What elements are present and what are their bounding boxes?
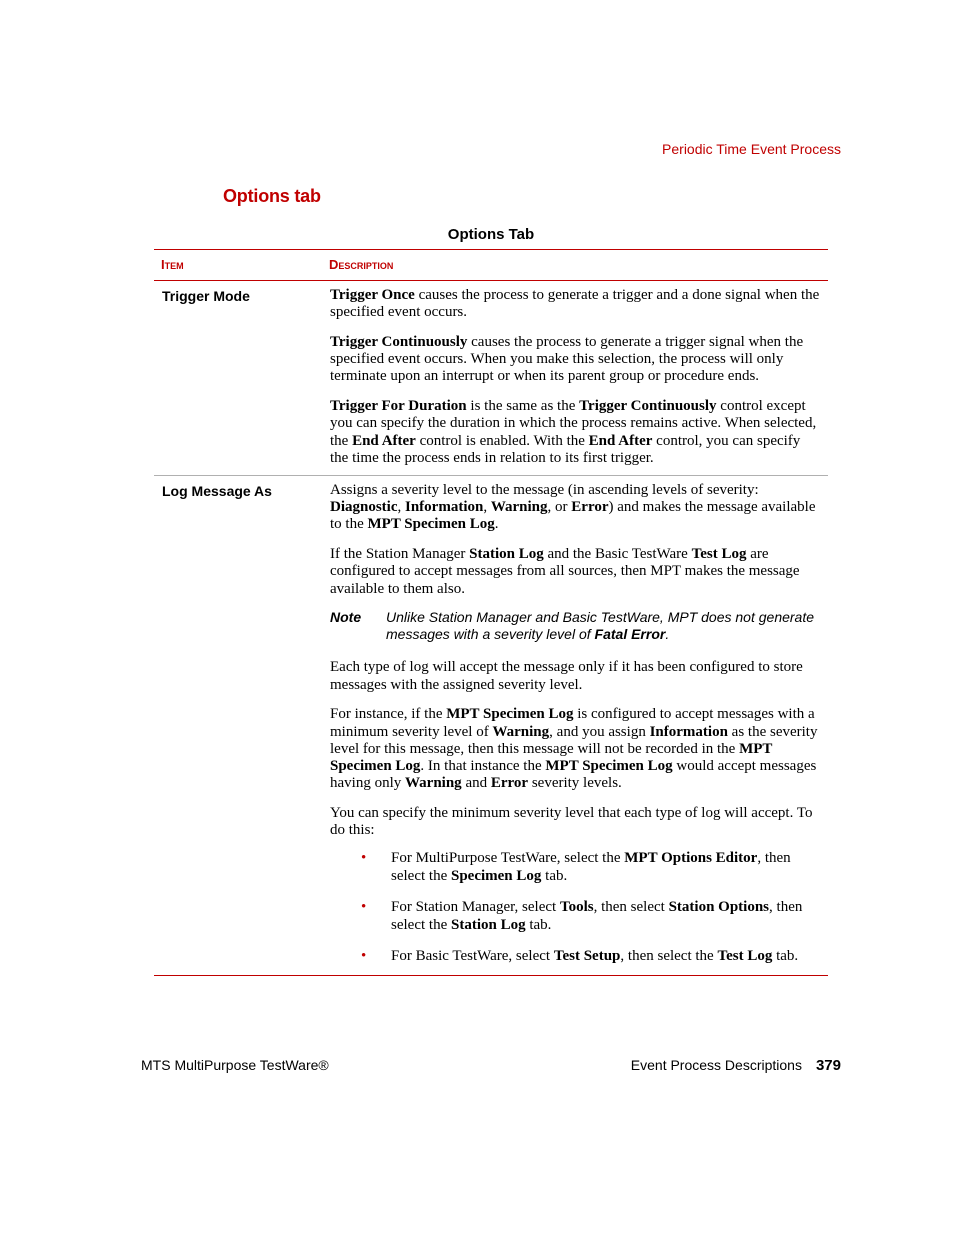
text: tab.	[541, 868, 568, 885]
note-label: Note	[330, 609, 362, 626]
text: ,	[483, 499, 491, 516]
bold-term: Station Options	[668, 899, 770, 916]
table-row	[154, 476, 828, 976]
bold-term: Trigger Once	[330, 287, 415, 303]
table-row	[154, 281, 828, 476]
bold-term: MPT Specimen Log	[367, 516, 495, 533]
footer-chapter: Event Process Descriptions	[630, 1057, 802, 1073]
running-header: Periodic Time Event Process	[662, 141, 841, 157]
column-header-description: Description	[329, 257, 394, 272]
bold-term: Error	[571, 499, 609, 516]
text: causes the process to generate a trigger and a done signal when the specified event occurs.	[330, 287, 820, 321]
footer-product-name: MTS MultiPurpose TestWare®	[141, 1057, 329, 1073]
text: For Station Manager, select	[391, 899, 560, 916]
list-item	[330, 947, 822, 965]
text: severity levels.	[528, 775, 622, 792]
bold-term: Warning	[492, 723, 550, 740]
bold-term: Station Log	[469, 546, 544, 563]
text: control, you can specify the time the process ends in relation to its first trigger.	[330, 432, 801, 466]
bold-term: Tools	[559, 899, 594, 916]
text: is configured to accept messages with a minimum severity level of	[330, 706, 815, 740]
text: , and you assign	[549, 723, 650, 740]
page-number: 379	[815, 1057, 841, 1074]
options-table	[154, 249, 828, 976]
paragraph	[330, 398, 822, 467]
text: For instance, if the	[330, 706, 447, 723]
bold-term: End After	[588, 432, 653, 449]
text: , then select the	[391, 899, 803, 934]
paragraph	[330, 287, 822, 321]
item-log-message-as: Log Message As	[162, 483, 272, 499]
text: and	[461, 775, 491, 792]
paragraph	[330, 805, 822, 839]
bold-term: Test Log	[717, 948, 773, 965]
text: .	[494, 516, 499, 533]
paragraph	[330, 546, 822, 598]
text: is the same as the	[466, 398, 580, 415]
bullet-icon: •	[361, 948, 367, 965]
text: control except you can specify the duration in which the process remains active. When selected, the	[330, 398, 817, 449]
list-item	[330, 898, 822, 934]
paragraph	[330, 334, 822, 386]
bold-term: Trigger Continuously	[579, 398, 717, 415]
bullet-icon: •	[361, 899, 367, 916]
bold-term: Specimen Log	[450, 868, 542, 885]
bold-term: MPT Specimen Log	[446, 706, 574, 723]
description-trigger-mode	[330, 287, 822, 480]
bold-term: MPT Specimen Log	[330, 740, 773, 775]
bold-term: Diagnostic	[330, 499, 398, 516]
bold-term: Station Log	[450, 917, 526, 934]
bold-term: Fatal Error	[594, 626, 666, 643]
bold-term: MPT Specimen Log	[545, 758, 673, 775]
note-block	[330, 609, 822, 643]
paragraph	[330, 706, 822, 792]
text: Assigns a severity level to the message (in ascending levels of severity:	[330, 482, 759, 498]
column-header-item: Item	[161, 257, 184, 272]
footer-right	[631, 1057, 841, 1074]
bold-term: Warning	[490, 499, 548, 516]
bold-term: Trigger Continuously	[330, 334, 468, 350]
text: ) and makes the message available to the	[330, 499, 816, 533]
text: For MultiPurpose TestWare, select the	[391, 850, 625, 867]
table-header	[154, 250, 828, 281]
section-title: Options tab	[223, 186, 321, 206]
text: would accept messages having only	[330, 758, 817, 792]
text: control is enabled. With the	[415, 432, 589, 449]
text: . In that instance the	[420, 758, 546, 775]
text: causes the process to generate a trigger signal when the specified event occurs. When you make this selection, the process will only terminate upon an interrupt or when its parent group or procedure ends.	[330, 334, 804, 385]
bold-term: Warning	[405, 775, 462, 792]
bold-term: Trigger For Duration	[330, 398, 467, 415]
bold-term: Test Setup	[553, 948, 621, 965]
table-caption: Options Tab	[447, 226, 535, 243]
description-log-message-as	[330, 482, 822, 978]
text: .	[665, 626, 670, 643]
text: , then select	[593, 899, 669, 916]
text: , then select the	[391, 850, 791, 885]
bold-term: End After	[352, 432, 416, 449]
text: You can specify the minimum severity level that each type of log will accept. To do this:	[330, 805, 813, 839]
bold-term: Information	[405, 499, 484, 516]
text: tab.	[525, 917, 552, 934]
text: as the severity level for this message, then this message will not be recorded in the	[330, 723, 818, 757]
bold-term: Test Log	[691, 546, 747, 563]
text: ,	[397, 499, 405, 516]
bold-term: Error	[490, 775, 529, 792]
text: Each type of log will accept the message only if it has been configured to store messages with the assigned severity level.	[330, 659, 803, 693]
text: If the Station Manager	[330, 546, 470, 563]
bold-term: Information	[649, 723, 728, 740]
paragraph	[330, 482, 822, 534]
paragraph	[330, 659, 822, 693]
text: Unlike Station Manager and Basic TestWare, MPT does not generate messages with a severity level of	[386, 609, 815, 643]
text: For Basic TestWare, select	[391, 948, 554, 965]
bold-term: MPT Options Editor	[624, 850, 758, 867]
bullet-list	[330, 849, 822, 965]
text: , or	[547, 499, 572, 516]
item-trigger-mode: Trigger Mode	[162, 288, 250, 304]
note-text	[386, 609, 822, 643]
text: , then select the	[620, 948, 718, 965]
text: are configured to accept messages from all sources, then MPT makes the message available to them also.	[330, 546, 800, 597]
bullet-icon: •	[361, 850, 367, 867]
text: tab.	[772, 948, 799, 965]
list-item	[330, 849, 822, 885]
text: and the Basic TestWare	[543, 546, 692, 563]
